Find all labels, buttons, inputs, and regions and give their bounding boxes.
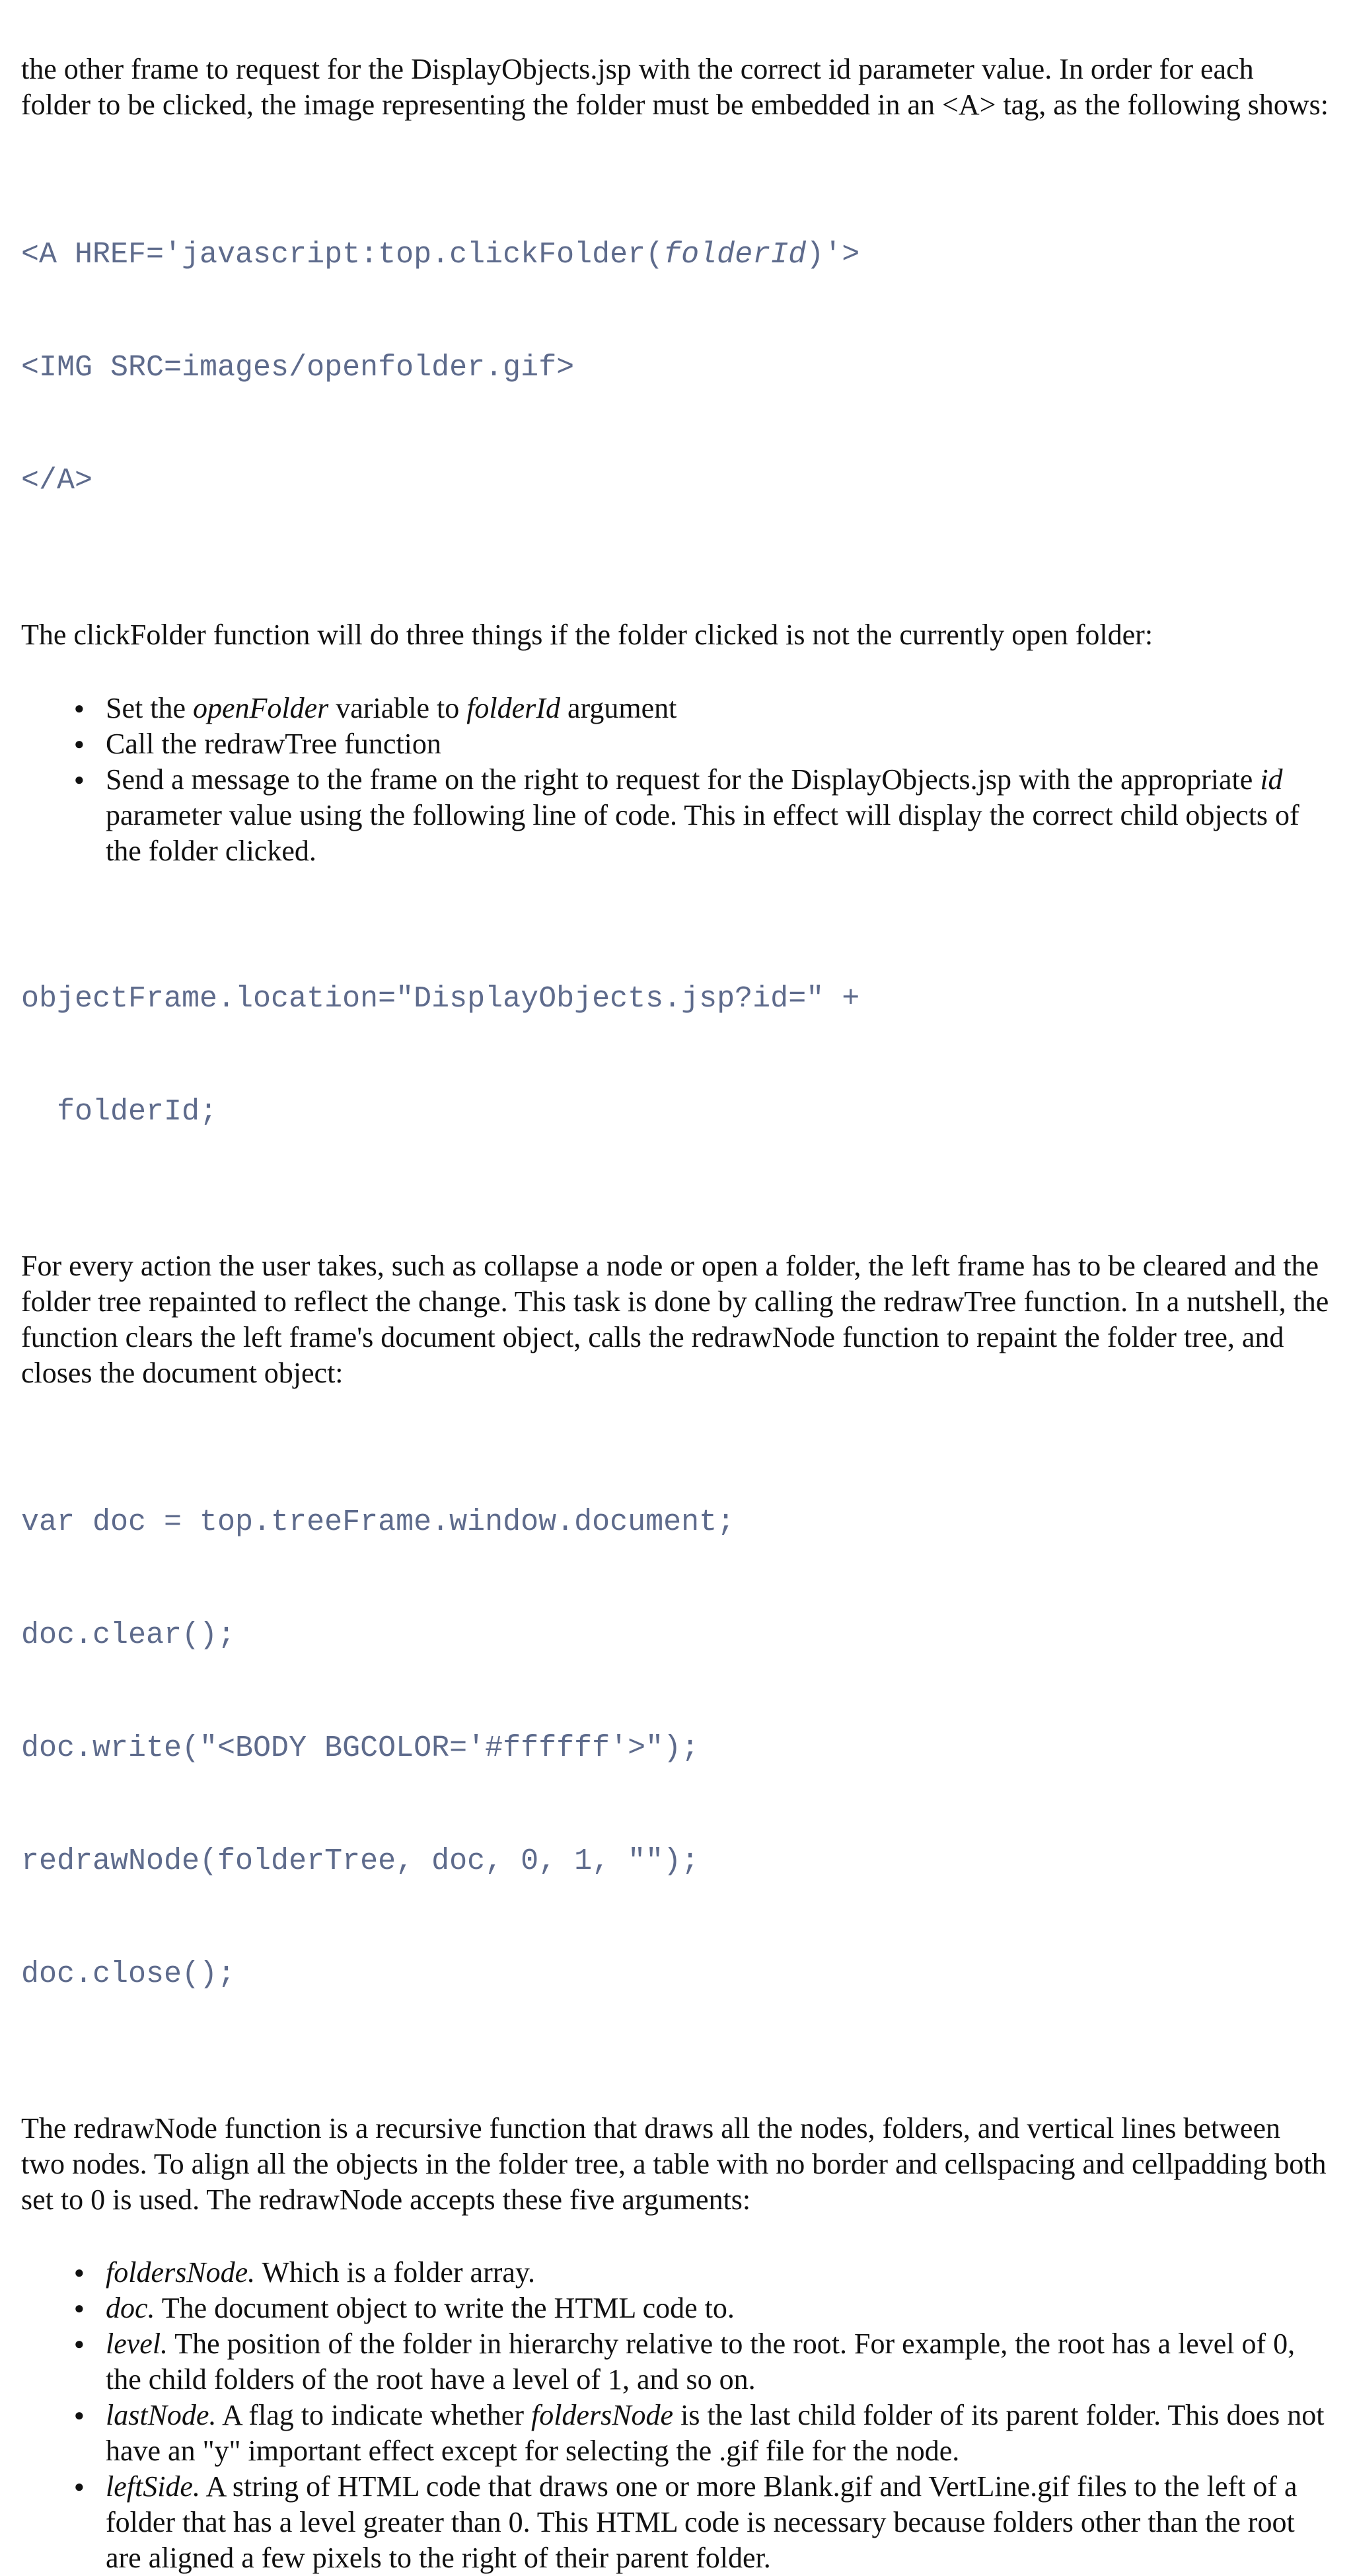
code-line: </A> [21, 464, 93, 498]
list-clickfolder-steps [21, 691, 1329, 869]
code-line: redrawNode(folderTree, doc, 0, 1, ""); [21, 1844, 700, 1878]
code-line: <IMG SRC=images/openfolder.gif> [21, 351, 575, 385]
list-item: ● doc. The document object to write the HTML code to. [106, 2291, 1329, 2326]
code-line: doc.clear(); [21, 1618, 236, 1652]
list-item: ● Call the redrawTree function [106, 726, 1329, 762]
argument-term: lastNode. [106, 2399, 217, 2431]
list-item: ● level. The position of the folder in hierarchy relative to the root. For example, the root has a level of 0, the child folders of the root have a level of 1, and so on. [106, 2326, 1329, 2398]
code-line: var doc = top.treeFrame.window.document; [21, 1505, 735, 1539]
argument-term: level. [106, 2328, 168, 2360]
code-line: doc.close(); [21, 1957, 236, 1991]
code-block-redrawtree [21, 1428, 1329, 2068]
paragraph-intro: the other frame to request for the DisplayObjects.jsp with the correct id parameter value. In order for each folder to be clicked, the image representing the folder must be embedded in an <A> tag, as the following shows: [21, 53, 1329, 121]
code-italic-arg: folderId [663, 238, 807, 272]
code-line: folderId; [21, 1095, 218, 1129]
code-block-anchor [21, 161, 1329, 575]
list-item: ● Send a message to the frame on the right to request for the DisplayObjects.jsp with the appropriate id parameter value using the following line of code. This in effect will display the correct child objects of the folder clicked. [106, 762, 1329, 869]
list-item: ● leftSide. A string of HTML code that draws one or more Blank.gif and VertLine.gif files to the left of a folder that has a level greater than 0. This HTML code is necessary because folders other than the root are aligned a few pixels to the right of their parent folder. [106, 2469, 1329, 2576]
argument-term: leftSide. [106, 2470, 200, 2503]
list-item: ● Set the openFolder variable to folderId argument [106, 691, 1329, 726]
list-redrawnode-arguments [21, 2255, 1329, 2576]
code-line: doc.write("<BODY BGCOLOR='#ffffff'>"); [21, 1731, 700, 1765]
code-line: objectFrame.location="DisplayObjects.jsp?id=" + [21, 982, 860, 1016]
argument-term: foldersNode. [106, 2256, 256, 2289]
list-item: ● lastNode. A flag to indicate whether foldersNode is the last child folder of its parent folder. This does not have an "y" important effect except for selecting the .gif file for the node. [106, 2398, 1329, 2469]
argument-term: doc. [106, 2292, 155, 2324]
code-block-location [21, 905, 1329, 1206]
paragraph-clickfolder: The clickFolder function will do three things if the folder clicked is not the currently open folder: [21, 619, 1153, 651]
list-item: ● foldersNode. Which is a folder array. [106, 2255, 1329, 2291]
paragraph-redrawnode: The redrawNode function is a recursive function that draws all the nodes, folders, and vertical lines between two nodes. To align all the objects in the folder tree, a table with no border and cellspacing and cellpadding both set to 0 is used. The redrawNode accepts these five arguments: [21, 2112, 1327, 2216]
code-line: <A HREF='javascript:top.clickFolder(folderId)'> [21, 238, 860, 272]
paragraph-redrawtree: For every action the user takes, such as collapse a node or open a folder, the left frame has to be cleared and the folder tree repainted to reflect the change. This task is done by calling the redrawTree function. In a nutshell, the function clears the left frame's document object, calls the redrawNode function to repaint the folder tree, and closes the document object: [21, 1250, 1329, 1389]
document-page [21, 52, 1329, 2576]
